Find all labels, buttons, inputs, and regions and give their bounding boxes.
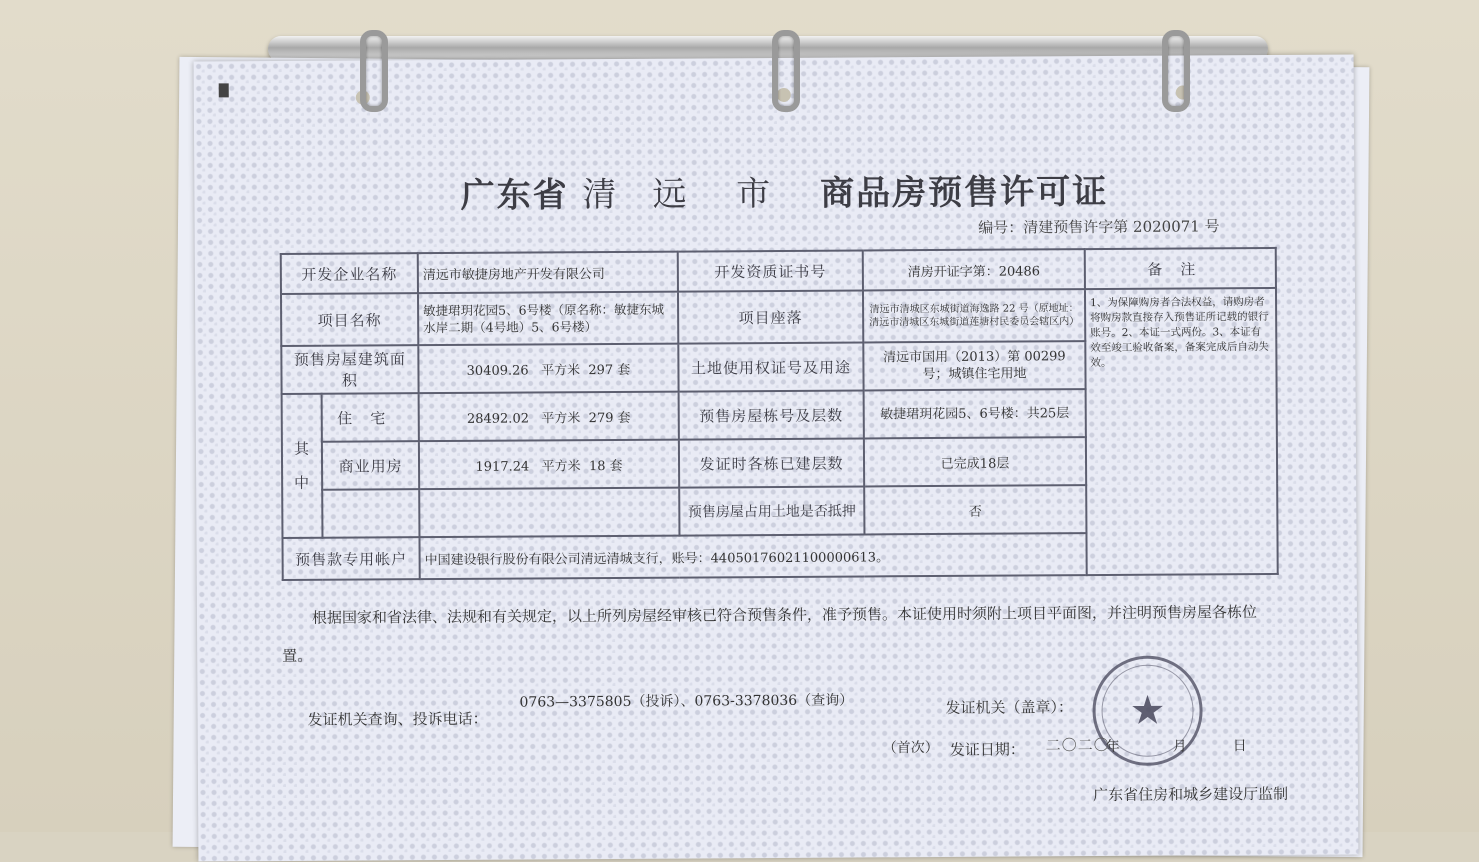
serial-number: 编号：清建预售许字第 2020071 号 [978,217,1220,237]
mortgage-value: 否 [864,485,1086,534]
date-year-unit: 年 [1105,738,1120,755]
title-suffix: 商品房预售许可证 [820,171,1109,214]
project-location-value: 清远市清城区东城街道海逸路 22 号（原地址：清远市清城区东城街道莲塘村民委员会辖区内） [863,289,1085,342]
commercial-sets: 18 套 [588,458,623,474]
presale-area-cell [418,344,678,394]
commercial-label: 商业用房 [322,441,419,490]
supervisor-footer: 广东省住房和城乡建设厅监制 [1092,784,1289,805]
statement-text: 根据国家和省法律、法规和有关规定，以上所列房屋经审核已符合预售条件，准予预售。本证使用时须附上项目平面图，并注明预售房屋各栋位置。 [282,603,1258,666]
qualification-value: 清房开证字第：20486 [863,249,1085,290]
title-prefix: 广东省 [460,175,569,216]
project-location-label: 项目座落 [678,290,863,343]
account-label: 预售款专用帐户 [282,537,419,580]
certificate-sheet [194,54,1359,861]
project-name-value: 敏捷珺玥花园5、6号楼（原名称：敏捷东城水岸二期（4号地）5、6号楼） [418,292,678,346]
presale-sets: 297 套 [588,362,631,378]
floors-built-label: 发证时各栋已建层数 [679,438,864,487]
qualification-label: 开发资质证书号 [678,250,863,291]
residential-label: 住宅 [322,393,419,442]
land-cert-value: 清远市国用（2013）第 00299 号；城镇住宅用地 [863,341,1085,390]
title-unit: 市 [736,173,807,215]
presale-area-unit: 平方米 [541,362,581,378]
date-month-unit: 月 [1172,738,1187,755]
account-value: 中国建设银行股份有限公司清远清城支行，账号：44050176021100000613。 [419,532,1277,579]
project-name-label: 项目名称 [281,293,418,346]
commercial-area: 1917.24 [475,459,530,475]
binder-ring [772,30,800,112]
binder-ring [1162,30,1190,112]
issue-date-year-value: 二〇二〇 [1045,735,1110,755]
building-value: 敏捷珺玥花园5、6号楼：共25层 [864,389,1086,438]
remarks-value: 1、为保障购房者合法权益，请购房者将购房款直接存入预售证所记载的银行账号。2、本证一式两份。3、本证有效至竣工验收备案，备案完成后自动失效。 [1085,288,1278,575]
residential-cell [419,392,679,442]
developer-label: 开发企业名称 [281,253,418,294]
remarks-label: 备注 [1085,248,1276,289]
issue-date-label: 发证日期： [949,740,1025,759]
residential-sets: 279 套 [588,410,631,426]
empty-cell [322,489,419,538]
among-label: 其中 [282,394,323,538]
certificate-table [280,247,1279,581]
presale-area-value: 30409.26 [466,363,529,379]
commercial-cell [419,440,679,490]
binder-ring [360,30,388,112]
corner-mark [219,83,229,97]
presale-area-label: 预售房屋建筑面积 [281,345,418,394]
land-cert-label: 土地使用权证号及用途 [678,342,863,391]
residential-unit: 平方米 [541,410,581,426]
floors-built-value: 已完成18层 [864,437,1086,486]
residential-area: 28492.02 [466,411,530,427]
issuer-label: 发证机关（盖章）： [945,698,1074,717]
mortgage-label: 预售房屋占用土地是否抵押 [679,486,864,535]
contact-label: 发证机关查询、投诉电话： [307,709,488,729]
first-issue-label: （首次） [882,740,939,757]
contact-phones: 0763—3375805（投诉）、0763-3378036（查询） [519,692,854,711]
building-label: 预售房屋栋号及层数 [679,390,864,439]
certificate-title [394,164,1174,218]
developer-value: 清远市敏捷房地产开发有限公司 [418,252,678,294]
title-city: 清远 [582,174,723,216]
date-day-unit: 日 [1232,738,1247,755]
seal-star-icon: ★ [1129,687,1166,734]
empty-cell [419,488,679,538]
commercial-unit: 平方米 [541,458,581,474]
